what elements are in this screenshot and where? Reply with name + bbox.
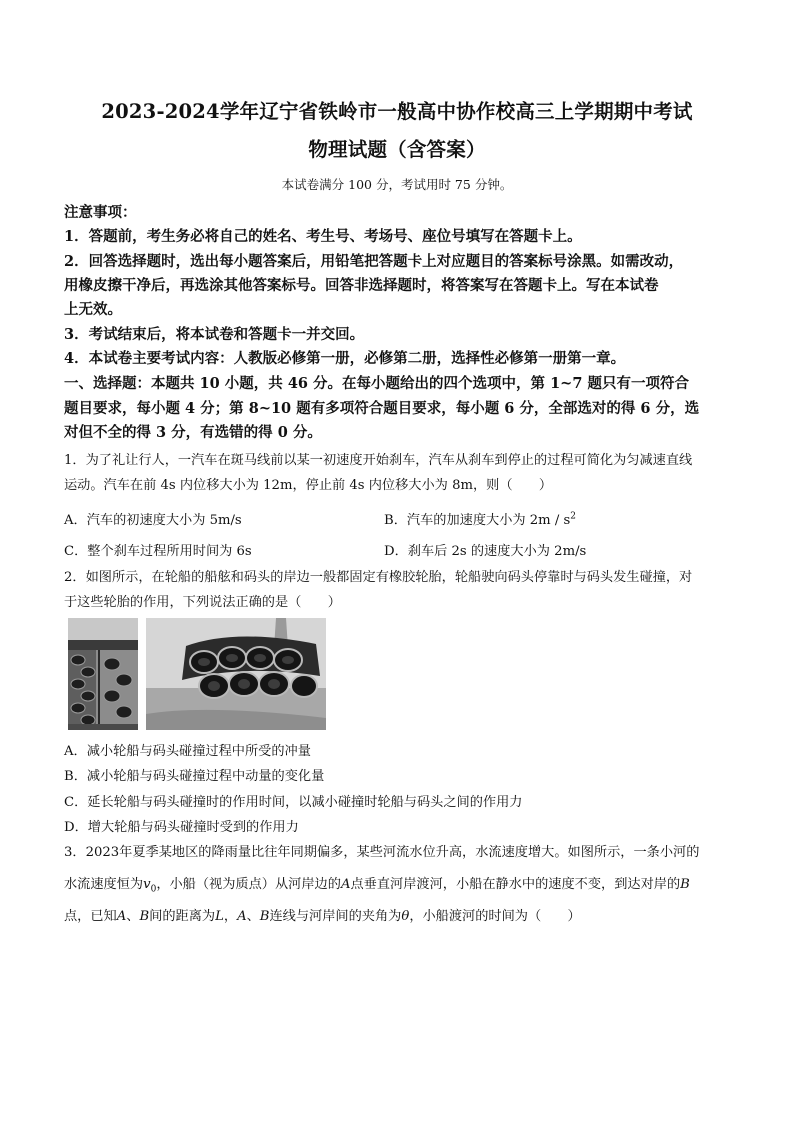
question-3-text: 3．2023年夏季某地区的降雨量比往年同期偏多，某些河流水位升高，水流速度增大。如图所示，一条小河的 — [64, 845, 700, 860]
q3-var-theta: θ — [401, 909, 410, 924]
q3-text-fragment: 点垂直河岸渡河，小船在静水中的速度不变，到达对岸的 — [350, 877, 681, 892]
q3-var-l: L — [215, 909, 224, 924]
q2-option-a: A．减小轮船与码头碰撞过程中所受的冲量 — [64, 744, 311, 759]
dock-tire-photo-left — [68, 618, 138, 730]
exam-subtitle: 本试卷满分 100 分，考试用时 75 分钟。 — [281, 177, 513, 192]
notes-line: 4．本试卷主要考试内容：人教版必修第一册，必修第二册，选择性必修第一册第一章。 — [64, 350, 626, 367]
q2-option-b: B．减小轮船与码头碰撞过程中动量的变化量 — [64, 769, 325, 784]
q1-option-b-text: B．汽车的加速度大小为 2m / s — [384, 513, 571, 528]
q3-text-fragment: 连线与河岸间的夹角为 — [269, 909, 402, 924]
notes-line: 2．回答选择题时，选出每小题答案后，用铅笔把答题卡上对应题目的答案标号涂黑。如需改动， — [64, 253, 684, 270]
notes-line: 上无效。 — [64, 301, 122, 318]
q2-option-c: C．延长轮船与码头碰撞时的作用时间，以减小碰撞时轮船与码头之间的作用力 — [64, 795, 523, 810]
question-2-text: 2．如图所示，在轮船的船舷和码头的岸边一般都固定有橡胶轮胎，轮船驶向码头停靠时与码头发生碰撞，对 — [64, 570, 693, 585]
q3-text-fragment: 点，已知 — [64, 909, 117, 924]
notes-line: 1．答题前，考生务必将自己的姓名、考生号、考场号、座位号填写在答题卡上。 — [64, 228, 582, 245]
q1-option-d: D．刹车后 2s 的速度大小为 2m/s — [384, 544, 587, 559]
exam-title-line2: 物理试题（含答案） — [308, 138, 486, 161]
q3-text-fragment: 、 — [246, 909, 260, 924]
question-3-text — [64, 905, 581, 924]
section-instructions-line: 对但不全的得 3 分，有选错的得 0 分。 — [64, 424, 322, 441]
q3-text-fragment: ，小船（视为质点）从河岸边的 — [156, 877, 341, 892]
q3-text-fragment: ，小船渡河的时间为（ ） — [409, 909, 581, 924]
q2-option-d: D．增大轮船与码头碰撞时受到的作用力 — [64, 820, 299, 835]
question-1-text: 运动。汽车在前 4s 内位移大小为 12m，停止前 4s 内位移大小为 8m，则（ ） — [64, 478, 553, 493]
q3-text-fragment: ， — [223, 909, 238, 924]
notes-line: 用橡皮擦干净后，再选涂其他答案标号。回答非选择题时，将答案写在答题卡上。写在本试卷 — [64, 277, 659, 294]
q3-text-fragment: 水流速度恒为 — [64, 877, 144, 892]
q3-text-fragment: 间的距离为 — [149, 909, 216, 924]
q1-option-a: A．汽车的初速度大小为 5m/s — [64, 513, 242, 528]
ship-tire-photo-right — [146, 618, 326, 730]
question-1-text: 1．为了礼让行人，一汽车在斑马线前以某一初速度开始刹车，汽车从刹车到停止的过程可简化为匀减速直线 — [64, 453, 693, 468]
section-instructions-line: 题目要求，每小题 4 分；第 8~10 题有多项符合题目要求，每小题 6 分，全部选对的得 6 分，选 — [64, 400, 700, 417]
notes-heading: 注意事项： — [64, 204, 137, 221]
section-instructions-line: 一、选择题：本题共 10 小题，共 46 分。在每小题给出的四个选项中，第 1~7 题只有一项符合 — [64, 375, 689, 392]
q3-var-v-subscript: 0 — [150, 884, 157, 895]
question-2-text: 于这些轮胎的作用，下列说法正确的是（ ） — [64, 595, 341, 610]
q3-var-a: A — [340, 877, 351, 892]
question-3-text — [64, 873, 690, 895]
q3-var-a: A — [116, 909, 127, 924]
q1-option-c: C．整个刹车过程所用时间为 6s — [64, 544, 252, 559]
q3-var-b: B — [680, 877, 690, 892]
notes-line: 3．考试结束后，将本试卷和答题卡一并交回。 — [64, 326, 365, 343]
q3-var-a: A — [237, 909, 247, 924]
q3-text-fragment: 、 — [126, 909, 140, 924]
exam-title-line1: 2023-2024学年辽宁省铁岭市一般高中协作校高三上学期期中考试 — [101, 100, 693, 123]
q3-var-b: B — [139, 909, 150, 924]
q1-option-b — [384, 509, 576, 528]
q3-var-b: B — [259, 909, 270, 924]
q1-option-b-superscript: 2 — [570, 511, 576, 522]
q3-var-v: v — [143, 877, 151, 892]
